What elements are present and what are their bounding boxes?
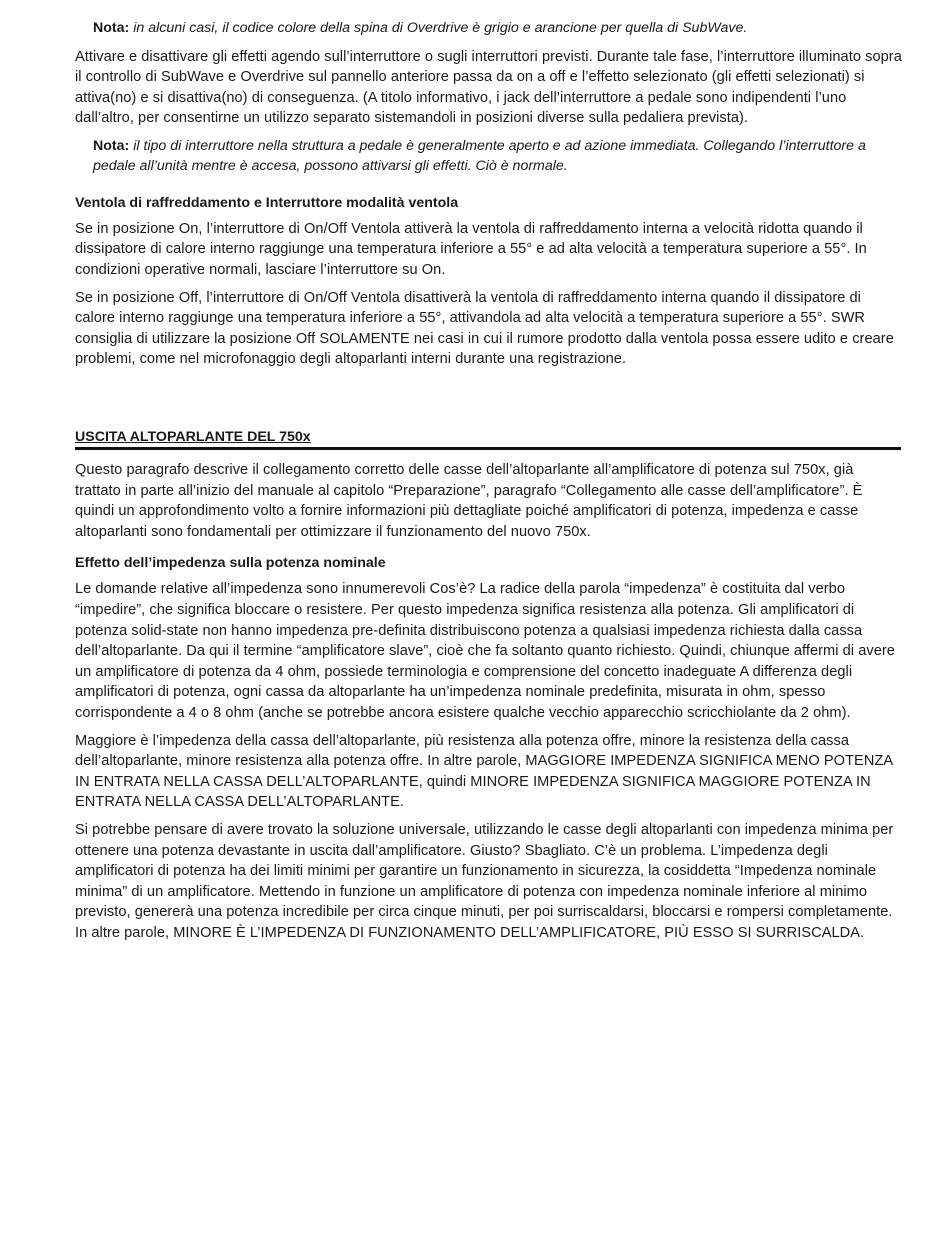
heading-impedance: Effetto dell’impedenza sulla potenza nominale: [75, 555, 386, 572]
paragraph-impedance-3: Si potrebbe pensare di avere trovato la soluzione universale, utilizzando le casse degli altoparlanti con impedenza minima per ottenere una potenza devastante in uscita dall’amplificatore. Giusto? Sbagliato. C’è un problema. L’impedenza degli amplificatori di potenza ha dei limiti minimi per garantire un funzionamento in sicurezza, la cosiddetta “Impedenza nominale minima” di un amplificatore. Mettendo in funzione un amplificatore di potenza con impedenza nominale inferiore al minimo previsto, genererà una potenza incredibile per circa cinque minuti, per poi surriscaldarsi, bloccarsi e rompersi completamente. In altre parole, MINORE È L’IMPEDENZA DI FUNZIONAMENTO DELL’AMPLIFICATORE, PIÙ ESSO SI SURRISCALDA.: [75, 821, 894, 941]
note-overdrive-color: [93, 18, 903, 39]
heading-fan: Ventola di raffreddamento e Interruttore modalità ventola: [75, 194, 459, 211]
paragraph-fan-on: Se in posizione On, l’interruttore di On/Off Ventola attiverà la ventola di raffreddamento interna a velocità ridotta quando il dissipatore di calore interno raggiunge una temperatura inferiore a 55° e ad alta velocità a temperatura superiore a 55°. In condizioni operative normali, lasciare l’interruttore su On.: [75, 220, 867, 279]
section-heading-speaker-output: [75, 428, 901, 450]
note-label: Nota:: [93, 137, 130, 154]
note-footswitch: [93, 136, 903, 177]
paragraph-fan-off: Se in posizione Off, l’interruttore di On/Off Ventola disattiverà la ventola di raffreddamento interna quando il dissipatore di calore interno raggiunge una temperatura inferiore a 55°, attivandola ad alta velocità a temperatura superiore a 55°. SWR consiglia di utilizzare la posizione Off SOLAMENTE nei casi in cui il rumore prodotto dalla ventola possa essere udito e creare problemi, come nel microfonaggio degli altoparlanti interni durante una registrazione.: [75, 289, 894, 368]
section-title: USCITA ALTOPARLANTE DEL 750x: [75, 429, 311, 446]
paragraph-impedance-1: Le domande relative all’impedenza sono innumerevoli Cos’è? La radice della parola “impedenza” è costituita dal verbo “impedire”, che significa bloccare o resistere. Per questo impedenza significa resistenza alla potenza. Gli amplificatori di potenza solid-state non hanno impedenza pre-definita distribuiscono potenza a qualsiasi impedenza richiesta dalla cassa dell’altoparlante. Da qui il termine “amplificatore slave”, cioè che fa soltanto quanto richiesto. Quindi, chiunque affermi di avere un amplificatore di potenza da 4 ohm, possiede terminologia e comprensione del concetto inadeguate A differenza degli amplificatori di potenza, ogni cassa da altoparlante ha un’impedenza nominale predefinita, misurata in ohm, spesso corrispondente a 4 o 8 ohm (anche se potrebbe ancora esistere qualche vecchio apparecchio scricchiolante da 2 ohm).: [75, 581, 895, 721]
paragraph-impedance-2: Maggiore è l’impedenza della cassa dell’altoparlante, più resistenza alla potenza offre, minore la resistenza della cassa dell’altoparlante, minore resistenza alla potenza offre. In altre parole, MAGGIORE IMPEDENZA SIGNIFICA MENO POTENZA IN ENTRATA NELLA CASSA DELL’ALTOPARLANTE, quindi MINORE IMPEDENZA SIGNIFICA MAGGIORE POTENZA IN ENTRATA NELLA CASSA DELL’ALTOPARLANTE.: [75, 732, 893, 811]
paragraph-speaker-intro: Questo paragrafo descrive il collegamento corretto delle casse dell’altoparlante all’amplificatore di potenza sul 750x, già trattato in parte all’inizio del manuale al capitolo “Preparazione”, paragrafo “Collegamento alle casse dell’amplificatore”. È quindi un approfondimento volto a fornire informazioni più dettagliate poiché amplificatori di potenza, impedenza e casse altoparlanti sono fondamentali per ottimizzare il funzionamento del nuovo 750x.: [75, 462, 863, 540]
paragraph-effects-toggle: Attivare e disattivare gli effetti agendo sull’interruttore o sugli interruttori previsti. Durante tale fase, l’interruttore illuminato sopra il controllo di SubWave e Overdrive sul pannello anteriore passa da on a off e l’effetto selezionato (gli effetti selezionati) si attiva(no) e si disattiva(no) di conseguenza. (A titolo informativo, i jack dell’interruttore a pedale sono indipendenti l’uno dall’altro, per consentirne un utilizzo separato sistemandoli in posizioni diverse sulla pedaliera prevista).: [75, 48, 902, 127]
note-text: in alcuni casi, il codice colore della spina di Overdrive è grigio e arancione per quella di SubWave.: [129, 20, 748, 36]
manual-page: [75, 18, 903, 951]
note-text: il tipo di interruttore nella struttura a pedale è generalmente aperto e ad azione immediata. Collegando l’interruttore a pedale all’unità mentre è accesa, possono attivarsi gli effetti. Ciò è normale.: [93, 137, 866, 175]
note-label: Nota:: [93, 20, 130, 36]
